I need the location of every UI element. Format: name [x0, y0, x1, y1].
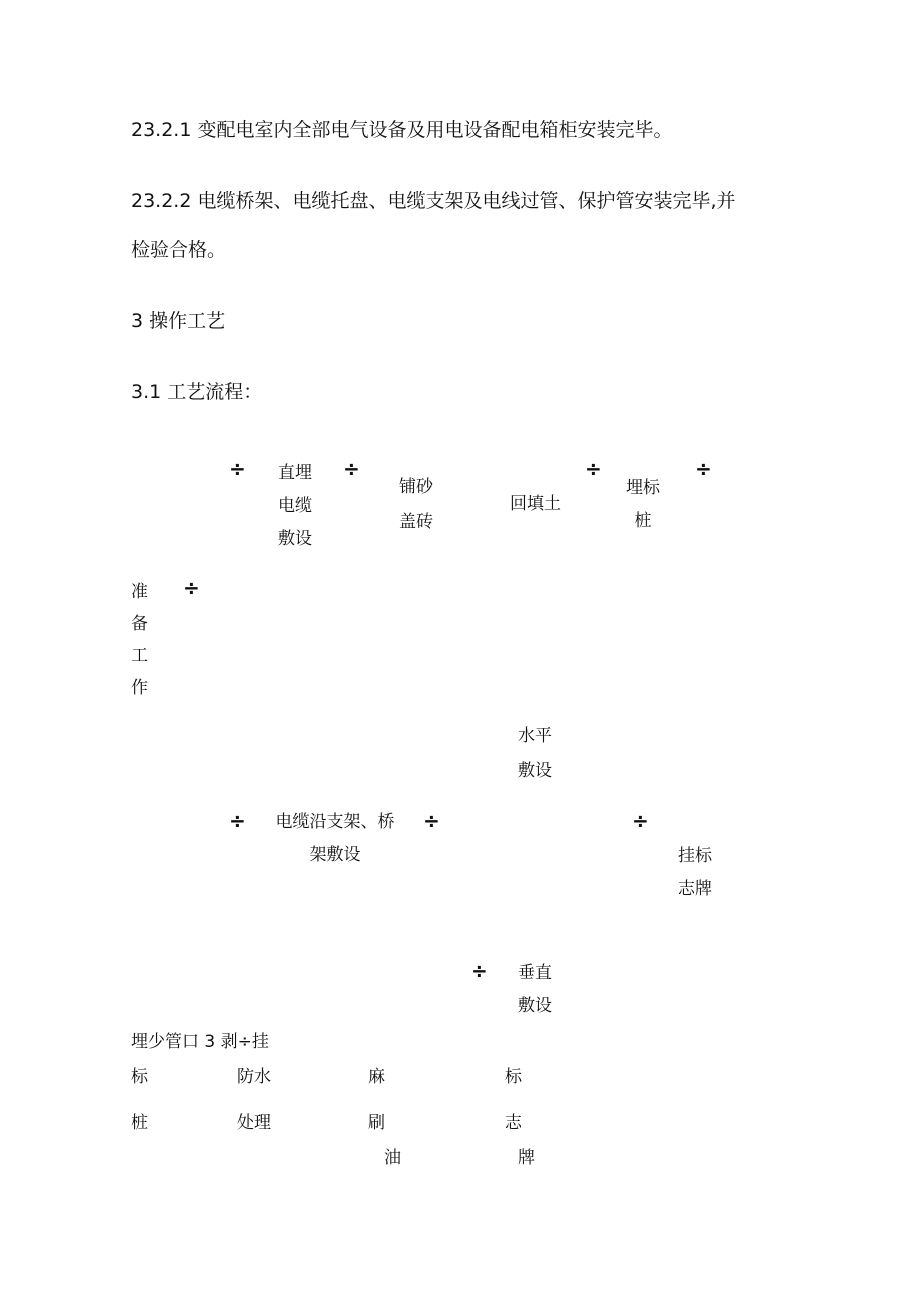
arrow-icon: ÷	[632, 809, 649, 833]
arrow-icon: ÷	[343, 457, 360, 481]
bottom-cell-fangshui: 防水	[237, 1067, 271, 1087]
bottom-cell-pai: 牌	[518, 1148, 535, 1168]
step-chuizhi-line2: 敷设	[518, 996, 552, 1016]
step-maibiao	[620, 472, 666, 538]
bottom-flow-line: 埋少管口 3 剥÷挂	[131, 1032, 269, 1052]
step-maibiao-line2: 桩	[634, 511, 652, 531]
step-zhunbei	[131, 576, 148, 704]
step-shuiping-line1: 水平	[518, 726, 552, 746]
step-shuiping	[512, 719, 558, 789]
bottom-cell-ma: 麻	[368, 1067, 385, 1087]
step-zhimai	[272, 457, 318, 556]
heading-3: 3 操作工艺	[131, 310, 226, 332]
step-guabiao-line2: 志牌	[678, 879, 712, 899]
step-zhimai-line1: 直埋	[278, 463, 312, 483]
section-23-2-2: 23.2.2 电缆桥架、电缆托盘、电缆支架及电线过管、保护管安装完毕,并	[131, 190, 736, 212]
step-pusha-line2: 盖砖	[399, 512, 433, 532]
step-pusha-line1: 铺砂	[399, 477, 433, 497]
step-maibiao-line1: 埋标	[626, 478, 660, 498]
arrow-icon: ÷	[183, 576, 200, 600]
section-23-2-2-cont: 检验合格。	[131, 239, 227, 261]
bottom-cell-biao2: 标	[505, 1067, 522, 1087]
step-guabiao	[672, 840, 718, 906]
step-zhimai-line3: 敷设	[278, 529, 312, 549]
step-yanzhijia-line2: 架敷设	[309, 845, 361, 865]
arrow-icon: ÷	[471, 959, 488, 983]
step-zhunbei-char3: 工	[131, 646, 148, 666]
arrow-icon: ÷	[585, 457, 602, 481]
step-zhunbei-char1: 准	[131, 582, 148, 602]
section-23-2-1: 23.2.1 变配电室内全部电气设备及用电设备配电箱柜安装完毕。	[131, 119, 673, 141]
step-zhimai-line2: 电缆	[278, 496, 312, 516]
step-guabiao-line1: 挂标	[678, 846, 712, 866]
step-yanzhijia	[268, 806, 402, 872]
step-chuizhi-line1: 垂直	[518, 963, 552, 983]
bottom-cell-shua: 刷	[368, 1113, 385, 1133]
arrow-icon: ÷	[695, 457, 712, 481]
bottom-cell-chuli: 处理	[237, 1113, 271, 1133]
arrow-icon: ÷	[423, 809, 440, 833]
step-chuizhi	[512, 957, 558, 1023]
step-zhunbei-char4: 作	[131, 678, 148, 698]
step-yanzhijia-line1: 电缆沿支架、桥	[275, 812, 395, 832]
step-shuiping-line2: 敷设	[518, 761, 552, 781]
arrow-icon: ÷	[229, 809, 246, 833]
step-huitian: 回填土	[510, 494, 561, 514]
step-zhunbei-char2: 备	[131, 614, 148, 634]
arrow-icon: ÷	[229, 457, 246, 481]
bottom-cell-you: 油	[384, 1148, 401, 1168]
bottom-cell-zhuang: 桩	[131, 1113, 148, 1133]
bottom-cell-biao: 标	[131, 1067, 148, 1087]
heading-3-1: 3.1 工艺流程：	[131, 381, 263, 403]
step-pusha	[393, 470, 439, 540]
bottom-cell-zhi: 志	[505, 1113, 522, 1133]
